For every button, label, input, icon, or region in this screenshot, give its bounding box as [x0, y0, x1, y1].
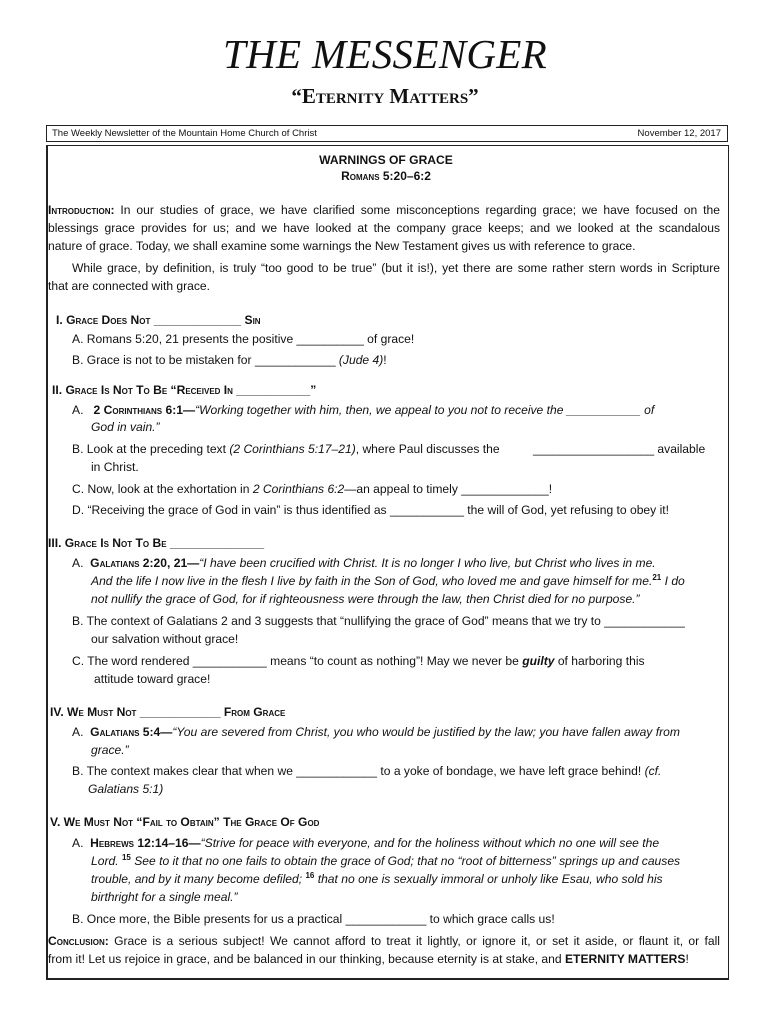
section-1-point-b: B. Grace is not to be mistaken for ____________ (Jude 4)! [72, 353, 387, 367]
section-4-point-b-cont: Galatians 5:1) [88, 782, 164, 796]
conclusion-line-1: Conclusion: Grace is a serious subject! We cannot afford to treat it lightly, or ignore it, or set it aside, or flaunt it, or fall [48, 934, 720, 948]
section-4-point-a: A. Galatians 5:4—“You are severed from Christ, you who would be justified by the law; you have fallen away from [72, 725, 680, 739]
section-2-heading: II. Grace Is Not To Be “Received In ___________” [52, 383, 317, 397]
section-3-point-b: B. The context of Galatians 2 and 3 suggests that “nullifying the grace of God” means that we try to ____________ [72, 614, 685, 628]
section-3-point-a-line-2: And the life I now live in the flesh I live by faith in the Son of God, who loved me and gave himself for me.$^{21}$ I do [91, 572, 685, 588]
intro-label: Introduction: [48, 203, 115, 217]
section-3-point-c-cont: attitude toward grace! [94, 672, 211, 686]
section-3-point-a: A. Galatians 2:20, 21—“I have been crucified with Christ. It is no longer I who live, but Christ who lives in me. [72, 556, 656, 570]
section-5-point-a-line-4: birthright for a single meal.” [91, 890, 238, 904]
section-4-point-a-cont: grace.” [91, 743, 129, 757]
conclusion-line-2: from it! Let us rejoice in grace, and be balanced in our thinking, because eternity is at stake, and ETERNITY MATTERS! [48, 952, 689, 966]
section-3-point-c: C. The word rendered ___________ means “to count as nothing”! May we never be guilty of harboring this [72, 654, 645, 668]
section-2-point-d: D. “Receiving the grace of God in vain” is thus identified as ___________ the will of God, yet refusing to obey it! [72, 503, 669, 517]
section-2-point-b: B. Look at the preceding text (2 Corinthians 5:17–21), where Paul discusses the [72, 442, 500, 456]
masthead-title: THE MESSENGER [223, 31, 547, 77]
section-3-point-a-line-3: not nullify the grace of God, for if righteousness were through the law, then Christ died for no purpose.” [91, 592, 640, 606]
section-2-point-b-blank: __________________ available [533, 442, 706, 456]
section-3-point-b-cont: our salvation without grace! [91, 632, 239, 646]
section-5-point-a-line-3: trouble, and by it many become defiled; $^{16}$ that no one is sexually immoral or unholy like Esau, who sold his [91, 870, 663, 886]
section-3-heading: III. Grace Is Not To Be ______________ [48, 536, 265, 550]
section-1-point-a: A. Romans 5:20, 21 presents the positive __________ of grace! [72, 332, 415, 346]
section-2-point-c: C. Now, look at the exhortation in 2 Corinthians 6:2—an appeal to timely _____________! [72, 482, 553, 496]
section-5-point-a: A. Hebrews 12:14–16—“Strive for peace with everyone, and for the holiness without which no one will see the [72, 836, 660, 850]
section-2-point-a-cont: God in vain.” [91, 420, 160, 434]
issue-date: November 12, 2017 [637, 128, 721, 139]
intro-line-3: nature of grace. Today, we shall examine some warnings the New Testament gives us with reference to grace. [48, 239, 636, 253]
section-1-heading: I. Grace Does Not _____________ Sin [56, 313, 261, 327]
intro-line-1: Introduction: In our studies of grace, we have clarified some misconceptions regarding grace; we have focused on the [48, 203, 720, 217]
intro-line-5: that are connected with grace. [48, 279, 211, 293]
intro-line-4: While grace, by definition, is truly “too good to be true” (but it is!), yet there are some rather stern words in Scripture [72, 261, 720, 275]
conclusion-label: Conclusion: [48, 934, 109, 948]
section-4-point-b: B. The context makes clear that when we ____________ to a yoke of bondage, we have left grace behind! (cf. [72, 764, 662, 778]
section-5-point-a-line-2: Lord. $^{15}$ See to it that no one fails to obtain the grace of God; that no “root of bitterness” springs up and causes [91, 852, 681, 868]
intro-line-2: blessings grace provides for us; and we have looked at the company grace keeps; and we looked at the scandalous [48, 221, 720, 235]
lesson-title: WARNINGS OF GRACE [319, 153, 453, 167]
lesson-reference: Romans 5:20–6:2 [341, 169, 431, 183]
masthead-subtitle: “Eternity Matters” [291, 84, 479, 108]
section-2-point-b-cont: in Christ. [91, 460, 139, 474]
newsletter-description: The Weekly Newsletter of the Mountain Home Church of Christ [52, 128, 317, 139]
section-5-heading: V. We Must Not “Fail to Obtain” The Grace Of God [50, 815, 320, 829]
section-5-point-b: B. Once more, the Bible presents for us a practical ____________ to which grace calls us! [72, 912, 555, 926]
section-4-heading: IV. We Must Not ____________ From Grace [50, 705, 286, 719]
section-2-point-a: A. 2 Corinthians 6:1—“Working together with him, then, we appeal to you not to receive the ___________ of [72, 403, 655, 417]
info-bar [46, 125, 728, 142]
